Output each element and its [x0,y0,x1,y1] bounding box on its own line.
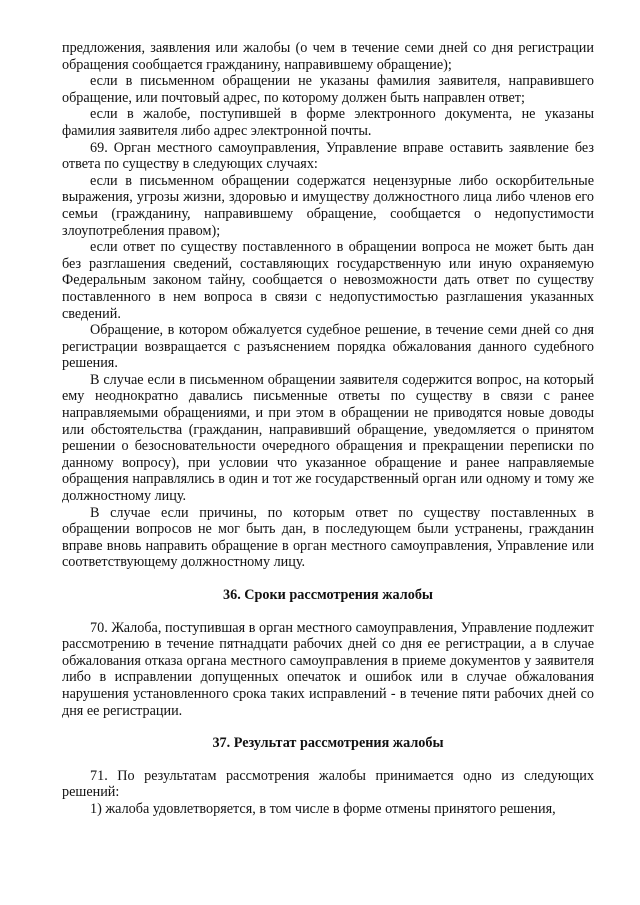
document-page [62,40,594,818]
paragraph-71: 71. По результатам рассмотрения жалобы принимается одно из следующих решений: [62,767,594,801]
paragraph-71-item-1: 1) жалоба удовлетворяется, в том числе в форме отмены принятого решения, [90,800,556,817]
paragraph: если в письменном обращении не указаны фамилия заявителя, направившего обращение, или почтовый адрес, по которому должен быть направлен ответ; [62,73,594,106]
paragraph-70: 70. Жалоба, поступившая в орган местного самоуправления, Управление подлежит рассмотрению в течение пятнадцати рабочих дней со дня ее регистрации, а в случае обжалования отказа органа местного самоуправления в приеме документов у заявителя либо в исправлении допущенных опечаток и ошибок или в случае обжалования нарушения установленного срока таких исправлений - в течение пяти рабочих дней со дня ее регистрации. [62,619,594,719]
paragraph: если ответ по существу поставленного в обращении вопроса не может быть дан без разглашения сведений, составляющих государственную или иную охраняемую Федеральным законом тайну, сообщается о невозможности дать ответ по существу поставленного в нем вопроса в связи с недопустимостью разглашения указанных сведений. [62,239,594,322]
paragraph: В случае если в письменном обращении заявителя содержится вопрос, на который ему неоднократно давались письменные ответы по существу в связи с ранее направляемыми обращениями, и при этом в обращении не приводятся новые доводы или обстоятельства (гражданин, направивший обращение, уведомляется о принятом решении о безосновательности очередного обращения и прекращении переписки по данному вопросу), при условии что указанное обращение и ранее направляемые обращения направлялись в один и тот же государственный орган или одному и тому же должностному лицу. [62,371,594,505]
section-heading-37: 37. Результат рассмотрения жалобы [212,735,444,752]
paragraph: В случае если причины, по которым ответ по существу поставленных в обращении вопросов не мог быть дан, в последующем были устранены, гражданин вправе вновь направить обращение в орган местного самоуправления, Управление или соответствующему должностному лицу. [62,504,594,571]
paragraph: если в письменном обращении содержатся нецензурные либо оскорбительные выражения, угрозы жизни, здоровью и имуществу должностного лица либо членов его семьи (гражданину, направившему обращение, сообщается о недопустимости злоупотребления правом); [62,172,594,239]
paragraph: если в жалобе, поступившей в форме электронного документа, не указаны фамилия заявителя либо адрес электронной почты. [62,106,594,139]
section-heading-36: 36. Сроки рассмотрения жалобы [223,587,433,603]
paragraph: Обращение, в котором обжалуется судебное решение, в течение семи дней со дня регистрации возвращается с разъяснением порядка обжалования данного судебного решения. [62,322,594,372]
paragraph: предложения, заявления или жалобы (о чем в течение семи дней со дня регистрации обращения сообщается гражданину, направившему обращение); [62,40,594,73]
paragraph: 69. Орган местного самоуправления, Управление вправе оставить заявление без ответа по существу в следующих случаях: [62,139,594,173]
